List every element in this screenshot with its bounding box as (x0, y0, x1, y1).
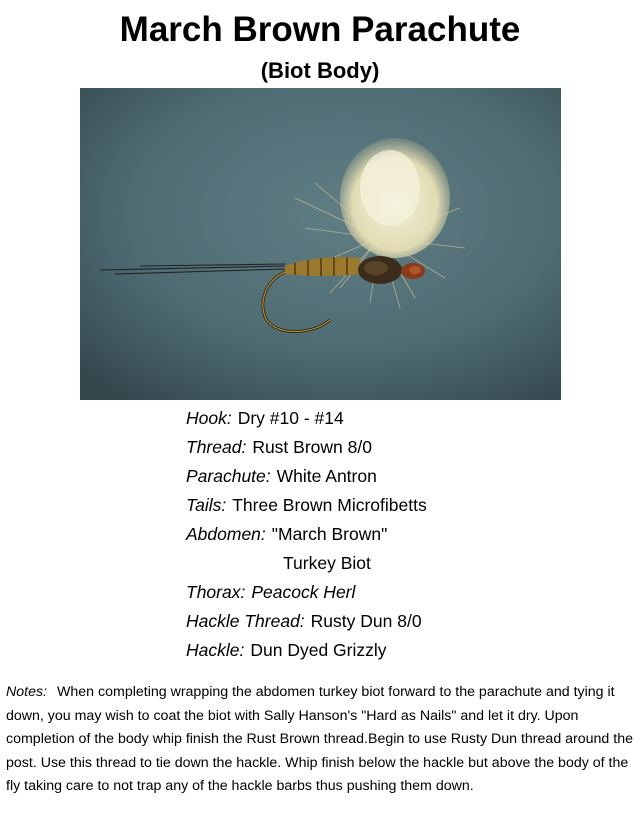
recipe-hackle-thread (186, 607, 606, 636)
tails-label: Tails: (186, 495, 227, 515)
recipe-list (186, 404, 606, 665)
thread-value: Rust Brown 8/0 (252, 437, 372, 457)
tails-value: Three Brown Microfibetts (232, 495, 427, 515)
thread-label: Thread: (186, 437, 247, 457)
recipe-abdomen-cont (186, 549, 606, 578)
parachute-value: White Antron (276, 466, 377, 486)
hackle-thread-value: Rusty Dun 8/0 (310, 611, 422, 631)
page-title: March Brown Parachute (119, 10, 521, 49)
abdomen-label: Abdomen: (186, 524, 266, 544)
thorax-value: Peacock Herl (251, 582, 356, 602)
recipe-thorax (186, 578, 606, 607)
hackle-value: Dun Dyed Grizzly (250, 640, 387, 660)
hackle-label: Hackle: (186, 640, 245, 660)
abdomen-value: "March Brown" (271, 524, 388, 544)
recipe-abdomen (186, 520, 606, 549)
notes-paragraph (6, 681, 634, 799)
recipe-hackle (186, 636, 606, 665)
hackle-thread-label: Hackle Thread: (186, 611, 305, 631)
notes-text: When completing wrapping the abdomen turkey biot forward to the parachute and tying it down, you may wish to coat the biot with Sally Hanson's "Hard as Nails" and let it dry. Upon completion of the body whip finish the Rust Brown thread.Begin to use Rusty Dun thread around the post. Use this thread to tie down the hackle. Whip finish below the hackle but above the body of the fly taking care to not trap any of the hackle barbs thus pushing them down. (6, 684, 633, 794)
parachute-label: Parachute: (186, 466, 271, 486)
recipe-parachute (186, 462, 606, 491)
recipe-hook (186, 404, 606, 433)
page-subtitle: (Biot Body) (260, 58, 380, 83)
notes-label: Notes: (6, 684, 48, 700)
fly-photo (80, 88, 561, 400)
hook-label: Hook: (186, 408, 232, 428)
recipe-thread (186, 433, 606, 462)
recipe-tails (186, 491, 606, 520)
hook-value: Dry #10 - #14 (237, 408, 344, 428)
thorax-label: Thorax: (186, 582, 246, 602)
abdomen-value-cont: Turkey Biot (283, 553, 371, 573)
